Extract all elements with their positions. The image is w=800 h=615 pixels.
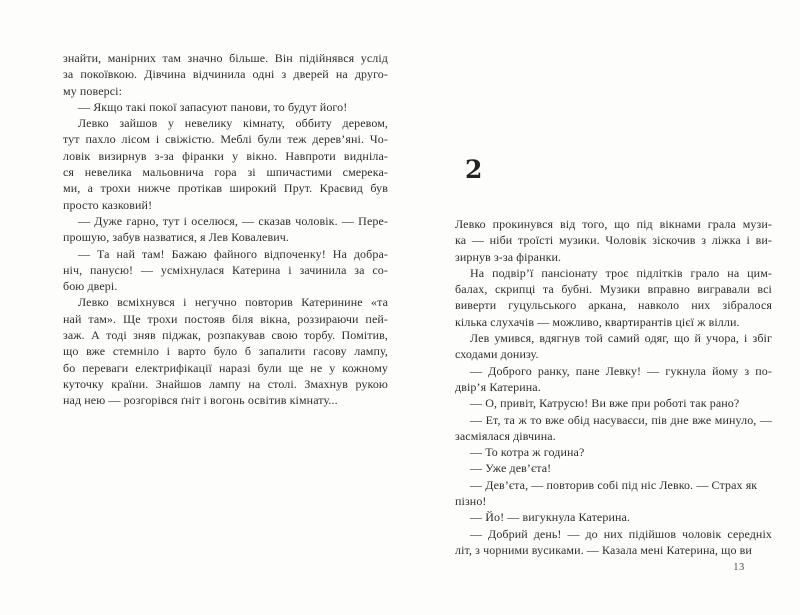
text-line: — О, привіт, Катрусю! Ви вже при роботі так рано? [470, 396, 740, 411]
paragraph [63, 294, 388, 408]
text-line: сходами донизу. [455, 347, 539, 362]
text-line: — Якщо такі покої запасуют панови, то будут його! [78, 99, 348, 114]
paragraph [455, 526, 772, 559]
text-line: літ, з чорними вусиками. — Казала мені Катерина, що ви [455, 542, 752, 557]
text-line: — Йо! — вигукнула Катерина. [470, 510, 631, 525]
right-page [420, 0, 800, 615]
text-line: — Доброго ранку, пане Левку! — гукнула йому з по- [470, 363, 772, 378]
paragraph [63, 99, 388, 115]
paragraph [455, 412, 772, 445]
text-line: — То котра ж година? [470, 445, 585, 460]
text-line: бою двері. [63, 279, 118, 294]
text-line: засміялася дівчина. [455, 428, 556, 443]
text-line: Левко прокинувся від того, що під вікнами грала музи- [455, 217, 772, 231]
text-line: зирнув з-за фіранки. [455, 249, 562, 264]
paragraph [455, 509, 772, 525]
text-line: ся невелика мальовнича гора зі шпичастими смерека- [63, 165, 388, 180]
paragraph [455, 363, 772, 396]
text-line: кілька слухачів — можливо, квартирантів цієї ж вілли. [455, 314, 740, 329]
text-line: Лев умився, вдягнув той самий одяг, що й учора, і збіг [470, 331, 772, 346]
text-line: заж. А тоді зняв піджак, розпакував свою торбу. Помітив, [63, 328, 388, 343]
text-line: двір’я Катерина. [455, 379, 541, 394]
text-line: що вже стемніло і варто було б запалити гасову лампу, [63, 344, 388, 359]
text-line: му поверсі: [63, 83, 123, 98]
text-line: — Та най там! Бажаю файного відпоченку! На добра- [78, 246, 388, 261]
paragraph [455, 460, 772, 476]
text-line: знайти, манірних там значно більше. Він підійнявся услід [63, 51, 388, 65]
text-line: На подвір’ї пансіонату троє підлітків грало на цим- [470, 265, 772, 280]
text-line: прошую, забув назватися, я Лев Ковалевич. [63, 230, 289, 245]
left-page-text [63, 50, 388, 409]
text-line: Левко зайшов у невелику кімнату, оббиту деревом, [78, 116, 388, 131]
text-line: — Ет, та ж то вже обід насуваєси, пів дне вже минуло, — [470, 412, 772, 427]
text-line: бо переваги електрифікації наразі були ще не у кожному [63, 360, 388, 375]
text-line: — Уже дев’єта! [470, 461, 552, 476]
text-line: тут пахло лісом і свіжістю. Меблі були теж дерев’яні. Чо- [63, 132, 388, 147]
text-line: ніч, панусю! — усміхнулася Катерина і зачинила за со- [63, 262, 388, 277]
text-line: — Дев’єта, — повторив собі під ніс Левко. — Страх як пізно! [455, 477, 758, 509]
paragraph [455, 395, 772, 411]
text-line: ка — ніби троїсті музики. Чоловік зіскочив з ліжка і ви- [455, 233, 772, 248]
text-line: ловік визирнув з-за фіранки у вікно. Навпроти видніла- [63, 148, 388, 163]
text-line: балах, скрипці та бубні. Музики вправно вигравали всі [455, 282, 772, 297]
text-line: най там». Ще трохи постояв біля вікна, роззираючи пей- [63, 311, 388, 326]
text-line: — Дуже гарно, тут і оселюся, — сказав чоловік. — Пере- [78, 213, 388, 228]
text-line: просто казковий! [63, 197, 153, 212]
paragraph [455, 330, 772, 363]
text-line: — Добрий день! — до них підійшов чоловік середніх [470, 526, 772, 541]
paragraph [455, 265, 772, 330]
paragraph [63, 213, 388, 246]
text-line: виверти гуцульського аркана, навколо них зібралося [455, 298, 772, 313]
right-page-text [455, 216, 772, 558]
chapter-number: 2 [465, 155, 483, 184]
paragraph [455, 444, 772, 460]
text-line: куточку країни. Знайшов лампу на столі. Змахнув рукою [63, 376, 388, 391]
paragraph [63, 115, 388, 213]
paragraph [63, 50, 388, 99]
paragraph [63, 246, 388, 295]
text-line: Левко всміхнувся і негучно повторив Катеринине «та [78, 295, 388, 310]
text-line: над нею — розгорівся ґніт і вогонь освітив кімнату... [63, 393, 338, 408]
text-line: ми, а трохи нижче протікав широкий Прут. Краєвид був [63, 181, 388, 196]
text-line: за покоївкою. Дівчина відчинила одні з дверей на друго- [63, 67, 388, 82]
page-number: 13 [733, 562, 745, 573]
paragraph [455, 477, 772, 510]
paragraph [455, 216, 772, 265]
